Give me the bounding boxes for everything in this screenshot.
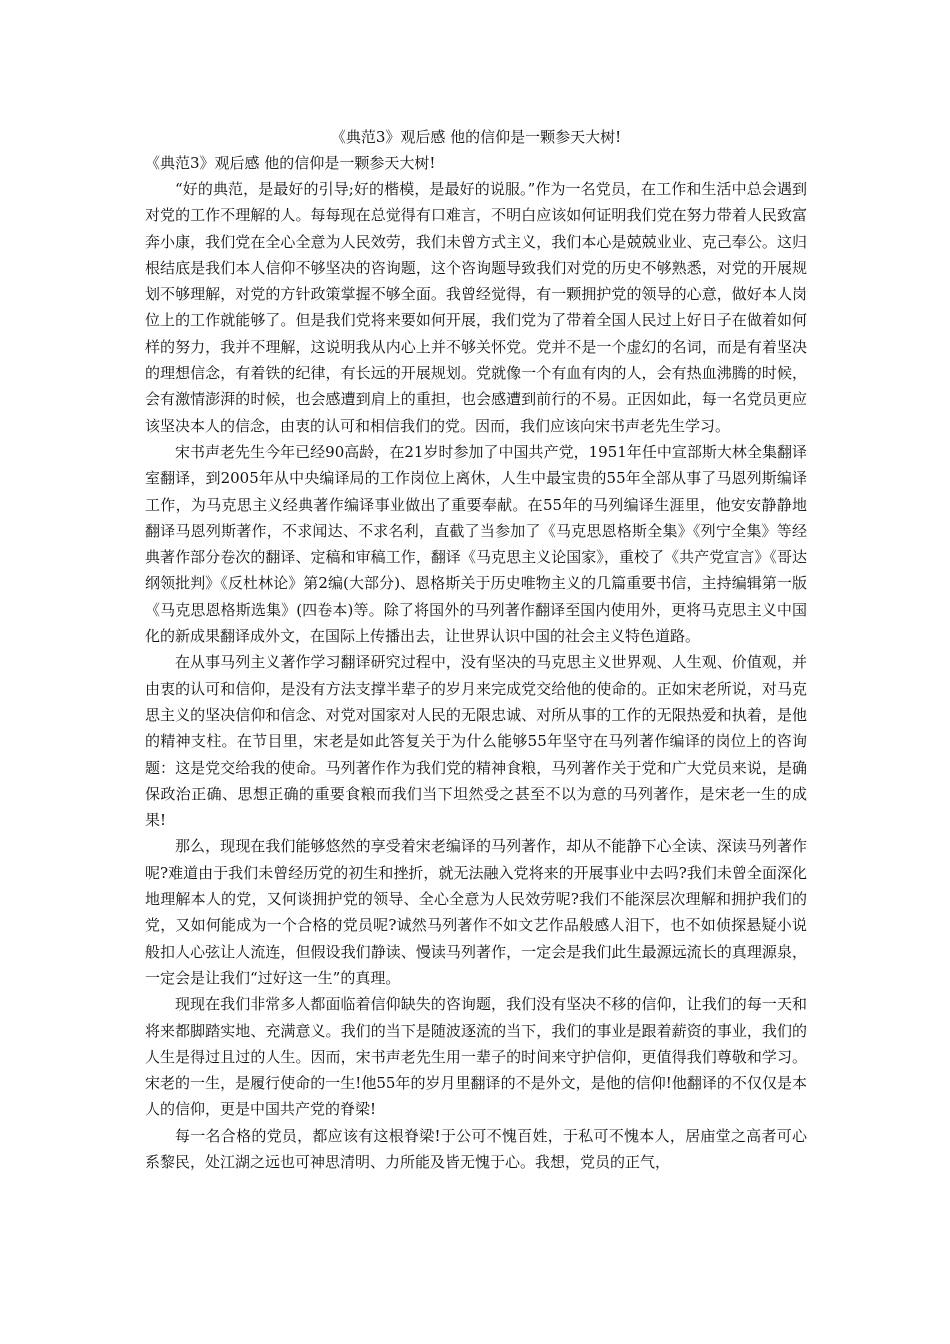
paragraph-biography: 宋书声老先生今年已经90高龄，在21岁时参加了中国共产党，1951年任中宣部斯大林全集翻译室翻译，到2005年从中央编译局的工作岗位上离休，人生中最宝贵的55年全部从事了马恩列斯编译工作，为马克思主义经典著作编译事业做出了重要奉献。在55年的马列编译生涯里，他安安静静地翻译马恩列斯著作，不求闻达、不求名利，直截了当参加了《马克思恩格斯全集》《列宁全集》等经典著作部分卷次的翻译、定稿和审稿工作，翻译《马克思主义论国家》，重校了《共产党宣言》《哥达纲领批判》《反杜林论》第2编(大部分)、恩格斯关于历史唯物主义的几篇重要书信，主持编辑第一版《马克思恩格斯选集》(四卷本)等。除了将国外的马列著作翻译至国内使用外，更将马克思主义中国化的新成果翻译成外文，在国际上传播出去，让世界认识中国的社会主义特色道路。 xyxy=(145,442,807,646)
paragraph-closing: 每一名合格的党员，都应该有这根脊梁!于公可不愧百姓，于私可不愧本人，居庙堂之高者可心系黎民，处江湖之远也可神思清明、力所能及皆无愧于心。我想，党员的正气， xyxy=(145,1126,807,1171)
document-title: 《典范3》观后感 他的信仰是一颗参天大树! xyxy=(330,128,622,146)
paragraph-belief: 在从事马列主义著作学习翻译研究过程中，没有坚决的马克思主义世界观、人生观、价值观，并由衷的认可和信仰，是没有方法支撑半辈子的岁月来完成党交给他的使命的。正如宋老所说，对马克思主义的坚决信仰和信念、对党对国家对人民的无限忠诚、对所从事的工作的无限热爱和执着，是他的精神支柱。在节目里，宋老是如此答复关于为什么能够55年坚守在马列著作编译的岗位上的咨询题：这是党交给我的使命。马列著作作为我们党的精神食粮，马列著作关于党和广大党员来说，是确保政治正确、思想正确的重要食粮而我们当下坦然受之甚至不以为意的马列著作，是宋老一生的成果! xyxy=(145,653,807,830)
paragraph-intro: “好的典范，是最好的引导;好的楷模，是最好的说服。”作为一名党员，在工作和生活中总会遇到对党的工作不理解的人。每每现在总觉得有口难言，不明白应该如何证明我们党在努力带着人民致富奔小康，我们党在全心全意为人民效劳，我们未曾方式主义，我们本心是兢兢业业、克己奉公。这归根结底是我们本人信仰不够坚决的咨询题，这个咨询题导致我们对党的历史不够熟悉，对党的开展规划不够理解，对党的方针政策掌握不够全面。我曾经觉得，有一颗拥护党的领导的心意，做好本人岗位上的工作就能够了。但是我们党将来要如何开展，我们党为了带着全国人民过上好日子在做着如何样的努力，我并不理解，这说明我从内心上并不够关怀党。党并不是一个虚幻的名词，而是有着坚决的理想信念，有着铁的纪律，有长远的开展规划。党就像一个有血有肉的人，会有热血沸腾的时候，会有激情澎湃的时候，也会感遭到肩上的重担，也会感遭到前行的不易。正因如此，每一名党员更应该坚决本人的信念，由衷的认可和相信我们的党。因而，我们应该向宋书声老先生学习。 xyxy=(145,180,807,435)
paragraph-reading: 那么，现现在我们能够悠然的享受着宋老编译的马列著作，却从不能静下心全读、深读马列著作呢?难道由于我们未曾经历党的初生和挫折，就无法融入党将来的开展事业中去吗?我们未曾全面深化地理解本人的党，又何谈拥护党的领导、全心全意为人民效劳呢?我们不能深层次理解和拥护我们的党，又如何能成为一个合格的党员呢?诚然马列著作不如文艺作品般感人泪下，也不如侦探悬疑小说般扣人心弦让人流连，但假设我们静读、慢读马列著作，一定会是我们此生最源远流长的真理源泉，一定会是让我们“过好这一生”的真理。 xyxy=(145,837,807,987)
document-page xyxy=(145,124,807,1175)
paragraph-faith: 现现在我们非常多人都面临着信仰缺失的咨询题，我们没有坚决不移的信仰，让我们的每一天和将来都脚踏实地、充满意义。我们的当下是随波逐流的当下，我们的事业是跟着薪资的事业，我们的人生是得过且过的人生。因而，宋书声老先生用一辈子的时间来守护信仰，更值得我们尊敬和学习。宋老的一生，是履行使命的一生!他55年的岁月里翻译的不是外文，是他的信仰!他翻译的不仅仅是本人的信仰，更是中国共产党的脊梁! xyxy=(145,995,807,1119)
document-subtitle: 《典范3》观后感 他的信仰是一颗参天大树! xyxy=(145,154,436,172)
